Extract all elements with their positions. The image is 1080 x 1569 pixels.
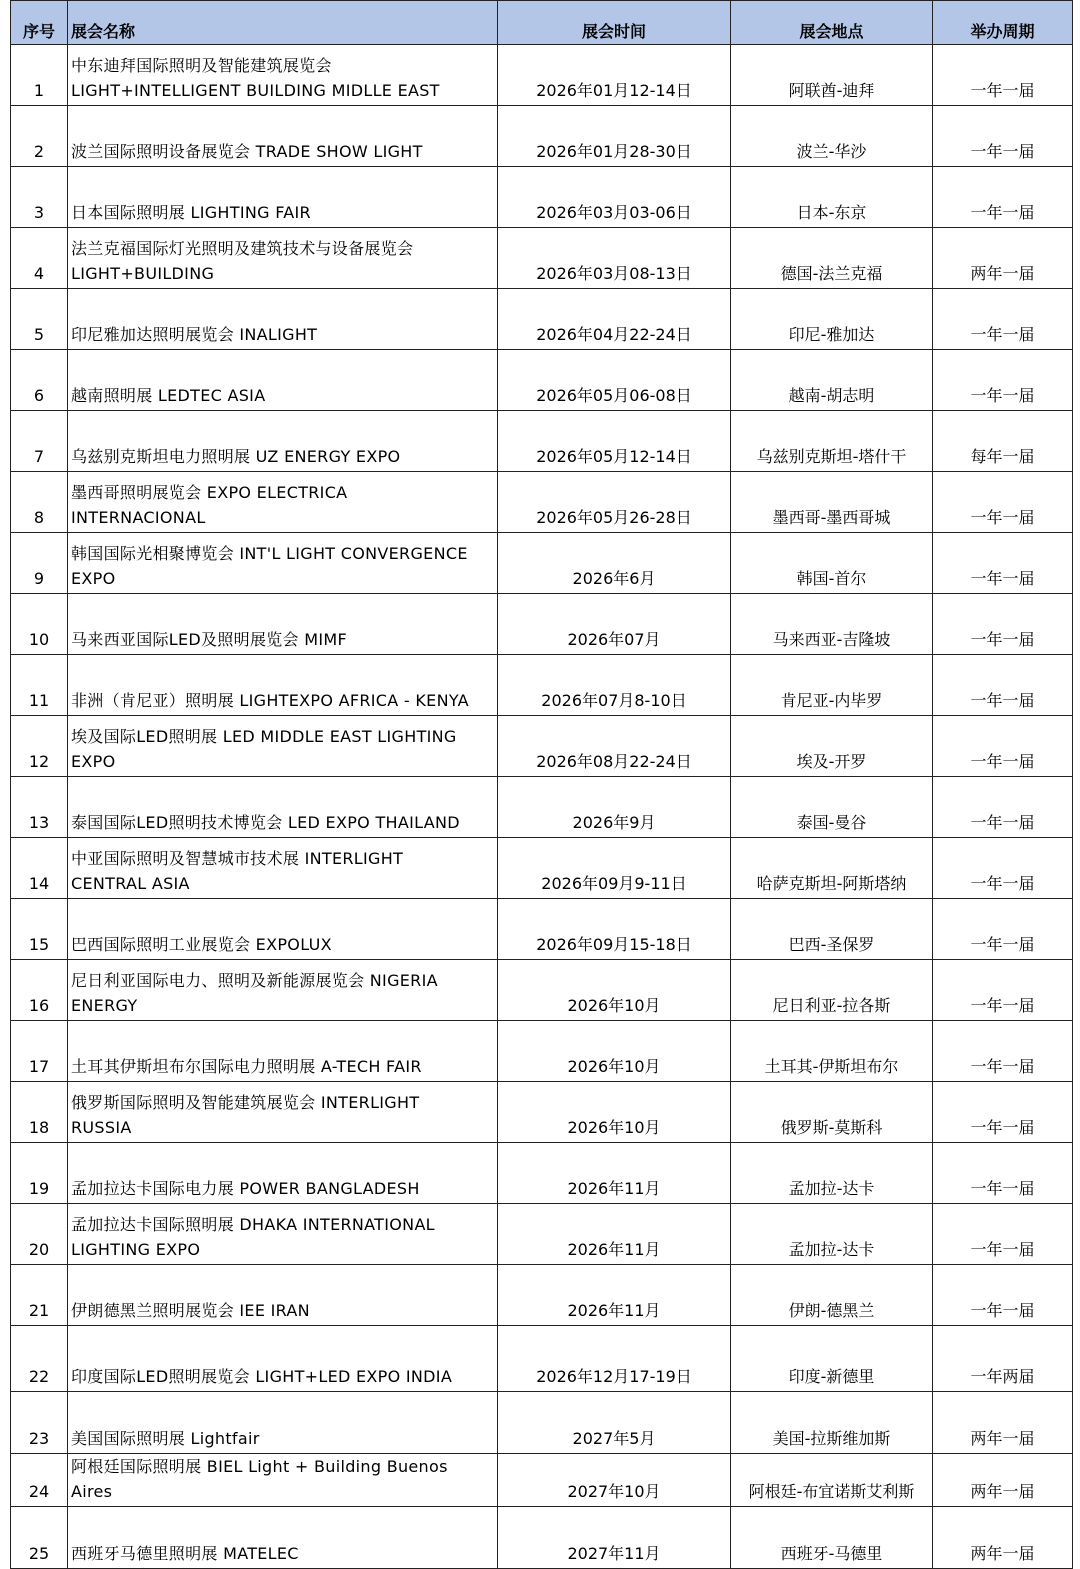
cell-date: 2027年11月 xyxy=(498,1507,731,1569)
table-row xyxy=(11,289,1073,350)
cell-no: 18 xyxy=(11,1082,68,1143)
table-row xyxy=(11,1265,1073,1326)
cell-cycle: 两年一届 xyxy=(933,1392,1073,1454)
cell-no: 3 xyxy=(11,167,68,228)
cell-no: 21 xyxy=(11,1265,68,1326)
cell-cycle: 一年一届 xyxy=(933,899,1073,960)
cell-name: 韩国国际光相聚博览会 INT'L LIGHT CONVERGENCE EXPO xyxy=(68,533,498,594)
header-date: 展会时间 xyxy=(498,1,731,45)
cell-cycle: 一年一届 xyxy=(933,594,1073,655)
cell-cycle: 两年一届 xyxy=(933,228,1073,289)
cell-no: 19 xyxy=(11,1143,68,1204)
cell-date: 2026年11月 xyxy=(498,1143,731,1204)
cell-name: 墨西哥照明展览会 EXPO ELECTRICA INTERNACIONAL xyxy=(68,472,498,533)
cell-date: 2026年05月06-08日 xyxy=(498,350,731,411)
cell-location: 泰国-曼谷 xyxy=(731,777,933,838)
cell-name: 越南照明展 LEDTEC ASIA xyxy=(68,350,498,411)
cell-date: 2026年11月 xyxy=(498,1204,731,1265)
cell-location: 日本-东京 xyxy=(731,167,933,228)
cell-date: 2026年09月9-11日 xyxy=(498,838,731,899)
cell-name: 波兰国际照明设备展览会 TRADE SHOW LIGHT xyxy=(68,106,498,167)
table-row xyxy=(11,1454,1073,1507)
cell-no: 15 xyxy=(11,899,68,960)
cell-name: 印度国际LED照明展览会 LIGHT+LED EXPO INDIA xyxy=(68,1326,498,1392)
header-location: 展会地点 xyxy=(731,1,933,45)
cell-cycle: 两年一届 xyxy=(933,1507,1073,1569)
cell-date: 2026年6月 xyxy=(498,533,731,594)
cell-location: 西班牙-马德里 xyxy=(731,1507,933,1569)
cell-location: 波兰-华沙 xyxy=(731,106,933,167)
table-row xyxy=(11,1021,1073,1082)
cell-no: 6 xyxy=(11,350,68,411)
cell-no: 10 xyxy=(11,594,68,655)
cell-location: 哈萨克斯坦-阿斯塔纳 xyxy=(731,838,933,899)
table-row xyxy=(11,1082,1073,1143)
cell-date: 2027年10月 xyxy=(498,1454,731,1507)
expo-table xyxy=(10,0,1073,1569)
table-row xyxy=(11,1204,1073,1265)
table-row xyxy=(11,899,1073,960)
table-row xyxy=(11,1392,1073,1454)
cell-cycle: 一年一届 xyxy=(933,472,1073,533)
cell-cycle: 一年一届 xyxy=(933,960,1073,1021)
cell-no: 8 xyxy=(11,472,68,533)
cell-location: 印尼-雅加达 xyxy=(731,289,933,350)
cell-name: 日本国际照明展 LIGHTING FAIR xyxy=(68,167,498,228)
cell-location: 印度-新德里 xyxy=(731,1326,933,1392)
cell-cycle: 一年一届 xyxy=(933,1265,1073,1326)
cell-name: 土耳其伊斯坦布尔国际电力照明展 A-TECH FAIR xyxy=(68,1021,498,1082)
cell-location: 肯尼亚-内毕罗 xyxy=(731,655,933,716)
table-row xyxy=(11,167,1073,228)
cell-location: 巴西-圣保罗 xyxy=(731,899,933,960)
cell-name: 马来西亚国际LED及照明展览会 MIMF xyxy=(68,594,498,655)
cell-cycle: 一年一届 xyxy=(933,289,1073,350)
table-row xyxy=(11,472,1073,533)
cell-no: 12 xyxy=(11,716,68,777)
cell-no: 13 xyxy=(11,777,68,838)
cell-cycle: 一年一届 xyxy=(933,45,1073,106)
cell-no: 11 xyxy=(11,655,68,716)
cell-cycle: 一年一届 xyxy=(933,106,1073,167)
cell-name: 孟加拉达卡国际电力展 POWER BANGLADESH xyxy=(68,1143,498,1204)
header-name: 展会名称 xyxy=(68,1,498,45)
cell-location: 阿联酋-迪拜 xyxy=(731,45,933,106)
cell-no: 1 xyxy=(11,45,68,106)
cell-no: 24 xyxy=(11,1454,68,1507)
cell-name: 阿根廷国际照明展 BIEL Light + Building Buenos Aires xyxy=(68,1454,498,1507)
cell-no: 7 xyxy=(11,411,68,472)
cell-cycle: 一年一届 xyxy=(933,655,1073,716)
cell-date: 2026年05月12-14日 xyxy=(498,411,731,472)
cell-no: 25 xyxy=(11,1507,68,1569)
cell-location: 韩国-首尔 xyxy=(731,533,933,594)
cell-location: 尼日利亚-拉各斯 xyxy=(731,960,933,1021)
table-row xyxy=(11,45,1073,106)
table-row xyxy=(11,716,1073,777)
cell-no: 5 xyxy=(11,289,68,350)
header-no: 序号 xyxy=(11,1,68,45)
cell-date: 2026年08月22-24日 xyxy=(498,716,731,777)
cell-name: 伊朗德黑兰照明展览会 IEE IRAN xyxy=(68,1265,498,1326)
cell-name: 埃及国际LED照明展 LED MIDDLE EAST LIGHTING EXPO xyxy=(68,716,498,777)
cell-date: 2026年12月17-19日 xyxy=(498,1326,731,1392)
cell-cycle: 一年两届 xyxy=(933,1326,1073,1392)
header-row xyxy=(11,1,1073,45)
cell-date: 2026年10月 xyxy=(498,1082,731,1143)
cell-location: 马来西亚-吉隆坡 xyxy=(731,594,933,655)
table-row xyxy=(11,838,1073,899)
cell-no: 23 xyxy=(11,1392,68,1454)
cell-name: 美国国际照明展 Lightfair xyxy=(68,1392,498,1454)
cell-name: 孟加拉达卡国际照明展 DHAKA INTERNATIONAL LIGHTING EXPO xyxy=(68,1204,498,1265)
cell-name: 泰国国际LED照明技术博览会 LED EXPO THAILAND xyxy=(68,777,498,838)
header-cycle: 举办周期 xyxy=(933,1,1073,45)
cell-no: 9 xyxy=(11,533,68,594)
cell-name: 法兰克福国际灯光照明及建筑技术与设备展览会 LIGHT+BUILDING xyxy=(68,228,498,289)
cell-date: 2026年11月 xyxy=(498,1265,731,1326)
cell-cycle: 一年一届 xyxy=(933,777,1073,838)
cell-date: 2026年01月28-30日 xyxy=(498,106,731,167)
cell-location: 孟加拉-达卡 xyxy=(731,1204,933,1265)
cell-date: 2026年07月8-10日 xyxy=(498,655,731,716)
cell-date: 2026年03月08-13日 xyxy=(498,228,731,289)
cell-location: 德国-法兰克福 xyxy=(731,228,933,289)
cell-cycle: 两年一届 xyxy=(933,1454,1073,1507)
table-row xyxy=(11,960,1073,1021)
table-row xyxy=(11,350,1073,411)
cell-date: 2026年10月 xyxy=(498,1021,731,1082)
cell-no: 22 xyxy=(11,1326,68,1392)
cell-date: 2026年05月26-28日 xyxy=(498,472,731,533)
cell-date: 2026年09月15-18日 xyxy=(498,899,731,960)
cell-location: 俄罗斯-莫斯科 xyxy=(731,1082,933,1143)
cell-date: 2027年5月 xyxy=(498,1392,731,1454)
cell-no: 2 xyxy=(11,106,68,167)
cell-location: 孟加拉-达卡 xyxy=(731,1143,933,1204)
cell-name: 中东迪拜国际照明及智能建筑展览会 LIGHT+INTELLIGENT BUILDING MIDLLE EAST xyxy=(68,45,498,106)
cell-no: 14 xyxy=(11,838,68,899)
cell-date: 2026年03月03-06日 xyxy=(498,167,731,228)
cell-date: 2026年04月22-24日 xyxy=(498,289,731,350)
cell-no: 17 xyxy=(11,1021,68,1082)
table-row xyxy=(11,411,1073,472)
cell-location: 墨西哥-墨西哥城 xyxy=(731,472,933,533)
cell-cycle: 一年一届 xyxy=(933,838,1073,899)
table-row xyxy=(11,1507,1073,1569)
table-row xyxy=(11,106,1073,167)
cell-no: 20 xyxy=(11,1204,68,1265)
cell-no: 16 xyxy=(11,960,68,1021)
cell-date: 2026年07月 xyxy=(498,594,731,655)
cell-location: 越南-胡志明 xyxy=(731,350,933,411)
cell-cycle: 一年一届 xyxy=(933,716,1073,777)
cell-cycle: 每年一届 xyxy=(933,411,1073,472)
cell-cycle: 一年一届 xyxy=(933,1082,1073,1143)
cell-name: 非洲（肯尼亚）照明展 LIGHTEXPO AFRICA - KENYA xyxy=(68,655,498,716)
cell-cycle: 一年一届 xyxy=(933,1143,1073,1204)
cell-location: 土耳其-伊斯坦布尔 xyxy=(731,1021,933,1082)
cell-name: 西班牙马德里照明展 MATELEC xyxy=(68,1507,498,1569)
cell-date: 2026年10月 xyxy=(498,960,731,1021)
cell-name: 中亚国际照明及智慧城市技术展 INTERLIGHT CENTRAL ASIA xyxy=(68,838,498,899)
cell-name: 巴西国际照明工业展览会 EXPOLUX xyxy=(68,899,498,960)
cell-location: 美国-拉斯维加斯 xyxy=(731,1392,933,1454)
cell-cycle: 一年一届 xyxy=(933,350,1073,411)
cell-date: 2026年9月 xyxy=(498,777,731,838)
table-row xyxy=(11,533,1073,594)
cell-no: 4 xyxy=(11,228,68,289)
table-row xyxy=(11,1143,1073,1204)
cell-location: 阿根廷-布宜诺斯艾利斯 xyxy=(731,1454,933,1507)
cell-name: 尼日利亚国际电力、照明及新能源展览会 NIGERIA ENERGY xyxy=(68,960,498,1021)
cell-cycle: 一年一届 xyxy=(933,1204,1073,1265)
cell-cycle: 一年一届 xyxy=(933,167,1073,228)
table-row xyxy=(11,777,1073,838)
cell-name: 俄罗斯国际照明及智能建筑展览会 INTERLIGHT RUSSIA xyxy=(68,1082,498,1143)
table-row xyxy=(11,228,1073,289)
cell-location: 埃及-开罗 xyxy=(731,716,933,777)
table-row xyxy=(11,1326,1073,1392)
cell-cycle: 一年一届 xyxy=(933,1021,1073,1082)
cell-location: 伊朗-德黑兰 xyxy=(731,1265,933,1326)
cell-location: 乌兹别克斯坦-塔什干 xyxy=(731,411,933,472)
cell-date: 2026年01月12-14日 xyxy=(498,45,731,106)
cell-cycle: 一年一届 xyxy=(933,533,1073,594)
table-row xyxy=(11,594,1073,655)
table-row xyxy=(11,655,1073,716)
cell-name: 印尼雅加达照明展览会 INALIGHT xyxy=(68,289,498,350)
cell-name: 乌兹别克斯坦电力照明展 UZ ENERGY EXPO xyxy=(68,411,498,472)
